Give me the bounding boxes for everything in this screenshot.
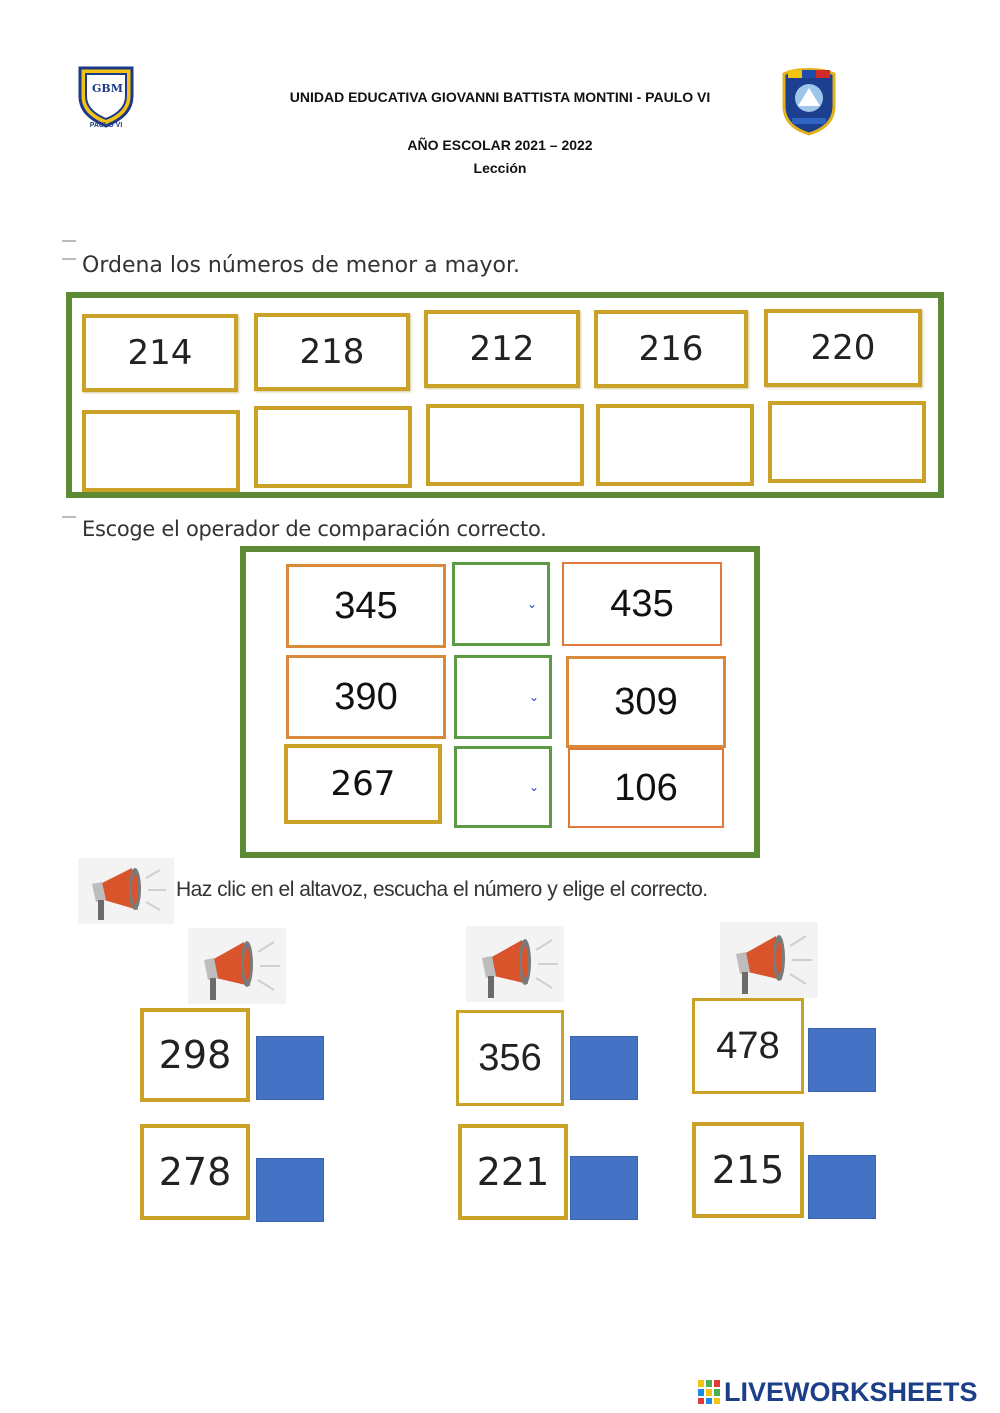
choice-number: 478 — [692, 998, 804, 1094]
compare-right-value: 106 — [568, 748, 724, 828]
choice-checkbox[interactable] — [808, 1028, 876, 1092]
number-tile[interactable]: 216 — [594, 310, 748, 388]
liveworksheets-brand — [698, 1377, 978, 1408]
answer-slot-1[interactable] — [82, 410, 240, 492]
speaker-button-3[interactable] — [720, 922, 818, 998]
logo-letters: GBM — [92, 82, 123, 95]
comparison-operator-select[interactable] — [454, 746, 552, 828]
logo-caption: PAULO VI — [89, 122, 123, 129]
chevron-down-icon: ⌄ — [528, 780, 539, 794]
school-year: AÑO ESCOLAR 2021 – 2022 — [407, 137, 593, 153]
margin-mark — [62, 258, 76, 268]
choice-checkbox[interactable] — [808, 1155, 876, 1219]
margin-mark — [62, 516, 76, 526]
megaphone-icon — [78, 858, 174, 924]
answer-slot-3[interactable] — [426, 404, 584, 486]
chevron-down-icon: ⌄ — [528, 690, 539, 704]
number-tile[interactable]: 214 — [82, 314, 238, 392]
number-tile[interactable]: 220 — [764, 309, 922, 387]
speaker-button-1[interactable] — [188, 928, 286, 1004]
liveworksheets-logo-icon — [698, 1380, 720, 1404]
choice-number: 215 — [692, 1122, 804, 1218]
school-logo-right — [778, 66, 840, 136]
answer-slot-5[interactable] — [768, 401, 926, 483]
brand-text: LIVEWORKSHEETS — [724, 1377, 978, 1407]
compare-left-value: 390 — [286, 655, 446, 739]
comparison-operator-select[interactable] — [454, 655, 552, 739]
compare-right-value: 309 — [566, 656, 726, 748]
choice-number: 221 — [458, 1124, 568, 1220]
choice-number: 356 — [456, 1010, 564, 1106]
number-tile[interactable]: 212 — [424, 310, 580, 388]
lesson-title: Lección — [473, 160, 527, 176]
choice-number: 298 — [140, 1008, 250, 1102]
choice-checkbox[interactable] — [570, 1036, 638, 1100]
speaker-button-2[interactable] — [466, 926, 564, 1002]
choice-checkbox[interactable] — [256, 1036, 324, 1100]
instruction-compare: Escoge el operador de comparación correcto. — [82, 517, 547, 541]
compare-left-value: 267 — [284, 744, 442, 824]
number-tile[interactable]: 218 — [254, 313, 410, 391]
compare-left-value: 345 — [286, 564, 446, 648]
choice-number: 278 — [140, 1124, 250, 1220]
choice-checkbox[interactable] — [256, 1158, 324, 1222]
chevron-down-icon: ⌄ — [526, 597, 537, 611]
compare-right-value: 435 — [562, 562, 722, 646]
instruction-order: Ordena los números de menor a mayor. — [82, 253, 521, 278]
school-name: UNIDAD EDUCATIVA GIOVANNI BATTISTA MONTINI - PAULO VI — [289, 89, 711, 105]
instruction-listen: Haz clic en el altavoz, escucha el número y elige el correcto. — [176, 878, 708, 901]
answer-slot-2[interactable] — [254, 406, 412, 488]
choice-checkbox[interactable] — [570, 1156, 638, 1220]
comparison-operator-select[interactable] — [452, 562, 550, 646]
margin-mark — [62, 240, 76, 250]
answer-slot-4[interactable] — [596, 404, 754, 486]
